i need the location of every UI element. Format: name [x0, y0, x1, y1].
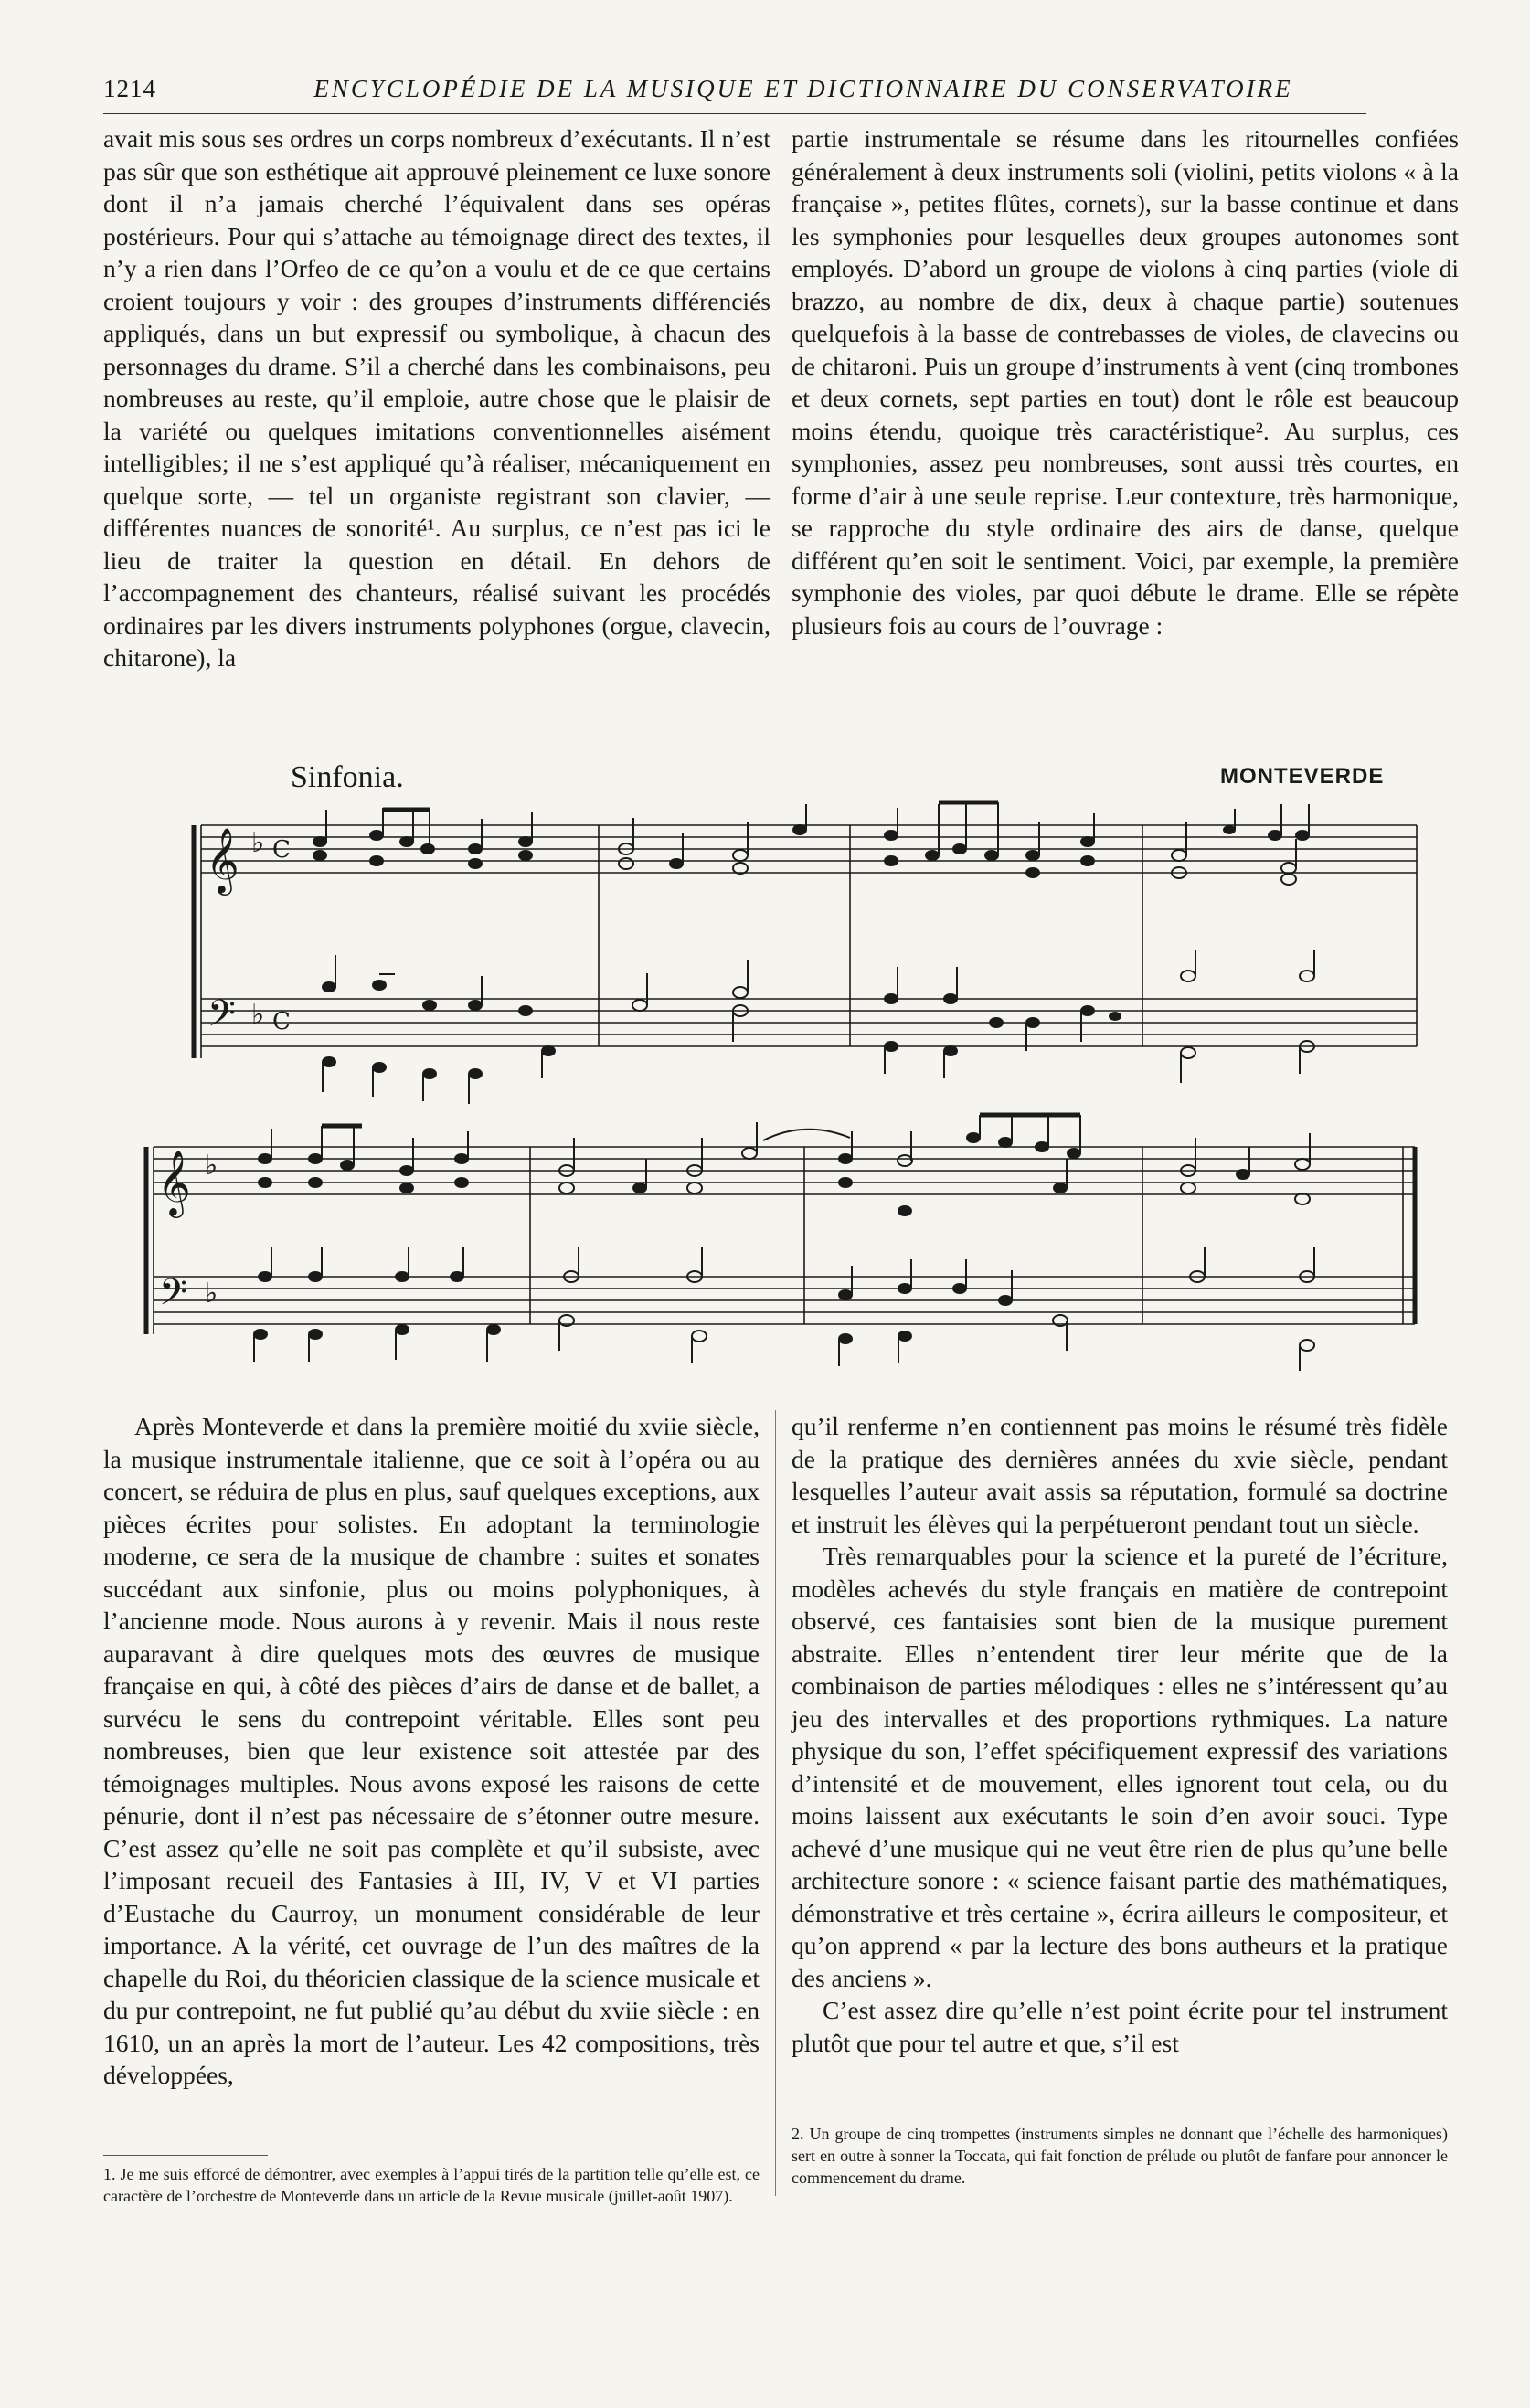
footnote-text: 1. Je me suis efforcé de démontrer, avec exemples à l’appui tirés de la partition telle qu’elle est, ce caractère de l’orchestre de Monteverde dans un article de la Revue musicale (juillet-août 1907). [103, 2165, 760, 2205]
running-title: ENCYCLOPÉDIE DE LA MUSIQUE ET DICTIONNAIRE DU CONSERVATOIRE [313, 75, 1293, 102]
footnote-text: 2. Un groupe de cinq trompettes (instruments simples ne donnant que l’échelle des harmoniques) sert en outre à sonner la Toccata, qui fait fonction de prélude ou plutôt de fanfare pour annoncer le commencement du drame. [792, 2125, 1448, 2187]
footnote-rule [103, 2155, 268, 2156]
paragraph: Après Monteverde et dans la première moitié du xviie siècle, la musique instrumentale italienne, que ce soit à l’opéra ou au concert, se réduira de plus en plus, sauf quelques exceptions, aux pièces écrites pour solistes. En adoptant la terminologie moderne, ce sera de la musique de chambre : suites et sonates succédant aux sinfonie, plus ou moins polyphoniques, à l’ancienne mode. Nous aurons à y revenir. Mais il nous reste auparavant à dire quelques mots des œuvres de musique française en qui, à côté des pièces d’airs de danse et de ballet, a survécu le sens du contrepoint véritable. Elles sont peu nombreuses, bien que leur existence soit attestée par des témoignages multiples. Nous avons exposé les raisons de cette pénurie, dont il n’est pas nécessaire de s’étonner outre mesure. C’est assez qu’elle ne soit pas complète et qu’il subsiste, avec l’imposant recueil des Fantasies à III, IV, V et VI parties d’Eustache du Caurroy, un monument considérable de leur importance. A la vérité, cet ouvrage de l’un des maîtres de la chapelle du Roi, du théoricien classique de la science musicale et du pur contrepoint, ne fut publié qu’au début du xviie siècle : en 1610, un an après la mort de l’auteur. Les 42 compositions, très développées, [103, 1412, 760, 2089]
bottom-left-column [103, 1410, 760, 2092]
treble-clef-icon: 𝄞 [206, 826, 239, 893]
flat-icon: ♭ [205, 1150, 218, 1182]
paragraph: Très remarquables pour la science et la pureté de l’écriture, modèles achevés du style français en matière de contrepoint observé, ces fantaisies sont bien de la musique purement abstraite. Elles n’entendent tirer leur mérite que de la combinaison de parties mélodiques : elles ne s’intéressent qu’au jeu des intervalles et des proportions rythmiques. La nature physique du son, l’effet spécifiquement expressif des variations d’intensité et de mouvement, elles ignorent tout cela, ou du moins laissent aux exécutants le soin d’en avoir souci. Type achevé d’une musique qui ne veut être rien de plus qu’une belle architecture sonore : « science faisant partie des mathématiques, démonstrative et très certaine », écrira ailleurs le compositeur, et qu’on apprend « par la lecture des bons autheurs et la pratique des anciens ». [792, 1542, 1448, 1992]
footnote-right [792, 2123, 1448, 2189]
paragraph: qu’il renferme n’en contiennent pas moins le résumé très fidèle de la pratique des dernières années du xvie siècle, pendant lesquelles l’auteur avait assis sa réputation, formulé sa doctrine et instruit les élèves qui la perpétueront pendant tout un siècle. [792, 1412, 1448, 1538]
score-title: Sinfonia. [291, 760, 404, 794]
column-divider [775, 1410, 776, 2196]
composer-name: MONTEVERDE [1220, 764, 1385, 789]
treble-clef-icon: 𝄞 [157, 1149, 191, 1215]
paragraph: avait mis sous ses ordres un corps nombreux d’exécutants. Il n’est pas sûr que son esthétique ait approuvé pleinement ce luxe sonore dont il n’a jamais cherché l’équivalent dans ses opéras postérieurs. Pour qui s’attache au témoignage direct des textes, il n’y a rien dans l’Orfeo de ce qu’on a voulu et de ce que certains croient toujours y voir : des groupes d’instruments différenciés appliqués, dans un but expressif ou symbolique, à chacun des personnages du drame. S’il a cherché dans les combinaisons, peu nombreuses au reste, qu’il emploie, autre chose que le plaisir de la variété ou quelques imitations conventionnelles aisément intelligibles; il ne s’est appliqué qu’à réaliser, mécaniquement en quelque sorte, — tel un organiste registrant son clavier, — différentes nuances de sonorité¹. Au surplus, ce n’est pas ici le lieu de traiter la question en détail. En dehors de l’accompagnement des chanteurs, réalisé suivant les procédés ordinaires par les divers instruments polyphones (orgue, clavecin, chitarone), la [103, 124, 770, 672]
page-number: 1214 [103, 75, 156, 102]
flat-icon: ♭ [205, 1278, 218, 1310]
bass-clef-icon: 𝄢 [159, 1271, 187, 1322]
paragraph: partie instrumentale se résume dans les ritournelles confiées généralement à deux instruments soli (violini, petits violons « à la française », petites flûtes, cornets), sur la basse continue et dans les symphonies pour lesquelles deux groupes autonomes sont employés. D’abord un groupe de violons à cinq parties (viole di brazzo, au nombre de dix, deux à chaque partie) soutenues quelquefois à la basse de contrebasses de violes, de clavecins ou de chitaroni. Puis un groupe d’instruments à vent (cinq trombones et deux cornets, sept parties en tout) dont le rôle est beaucoup moins étendu, quoique très caractéristique². Au surplus, ces symphonies, assez peu nombreuses, sont aussi très courtes, en forme d’air à une seule reprise. Leur contexture, très harmonique, se rapproche du style ordinaire des airs de danse, quelque différent qu’en soit le sentiment. Voici, par exemple, la première symphonie des violes, par quoi débute le drame. Elle se répète plusieurs fois au cours de l’ouvrage : [792, 124, 1459, 640]
bottom-right-column [792, 1410, 1448, 2059]
time-signature: C [272, 1008, 291, 1035]
bass-clef-icon: 𝄢 [207, 992, 236, 1044]
footnote-left [103, 2163, 760, 2207]
time-signature: C [272, 836, 291, 864]
flat-icon: ♭ [251, 827, 265, 859]
paragraph: C’est assez dire qu’elle n’est point écrite pour tel instrument plutôt que pour tel autre et que, s’il est [792, 1996, 1448, 2057]
flat-icon: ♭ [251, 999, 265, 1031]
